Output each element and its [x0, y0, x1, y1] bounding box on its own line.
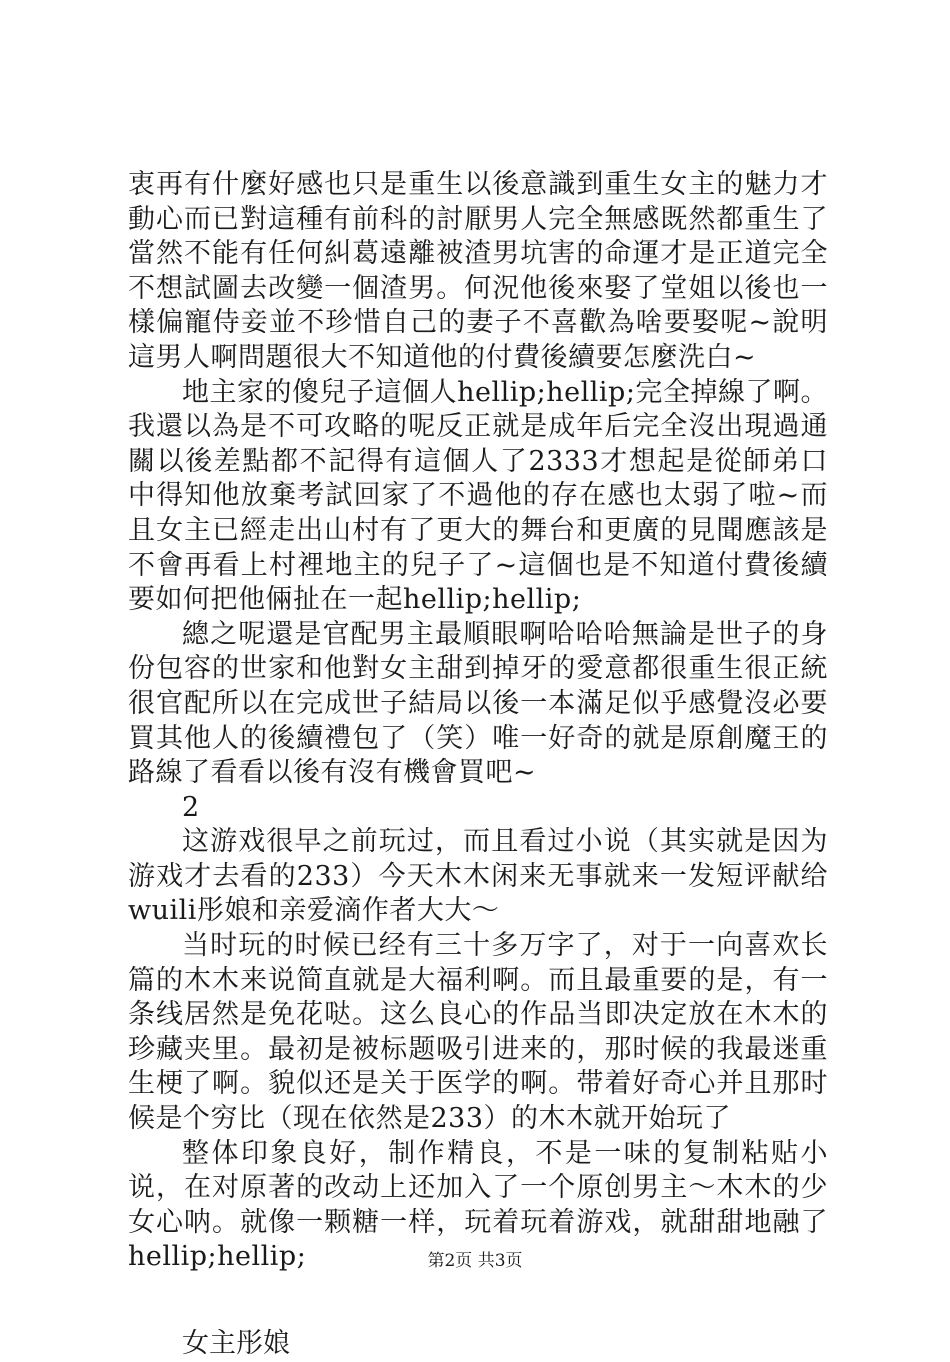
- paragraph-4: 这游戏很早之前玩过，而且看过小说（其实就是因为游戏才去看的233）今天木木闲来无事就来一发短评献给wuili彤娘和亲爱滴作者大大～: [128, 826, 828, 927]
- paragraph-3: 總之呢還是官配男主最順眼啊哈哈哈無論是世子的身份包容的世家和他對女主甜到掉牙的愛意都很重生很正統很官配所以在完成世子結局以後一本滿足似乎感覺沒必要買其他人的後續禮包了（笑）唯一好奇的就是原創魔王的路線了看看以後有沒有機會買吧~: [128, 618, 828, 789]
- paragraph-5: 当时玩的时候已经有三十多万字了，对于一向喜欢长篇的木木来说简直就是大福利啊。而且最重要的是，有一条线居然是免花哒。这么良心的作品当即决定放在木木的珍藏夹里。最初是被标题吸引进来的，那时候的我最迷重生梗了啊。貌似还是关于医学的啊。带着好奇心并且那时候是个穷比（现在依然是233）的木木就开始玩了: [128, 930, 828, 1135]
- section-number: 2: [182, 791, 200, 823]
- document-body: [128, 168, 828, 1362]
- spacer: [128, 1275, 828, 1327]
- paragraph-2: 地主家的傻兒子這個人hellip;hellip;完全掉線了啊。我還以為是不可攻略的呢反正就是成年后完全沒出現過通關以後差點都不記得有這個人了2333才想起是從師弟口中得知他放棄考試回家了不過他的存在感也太弱了啦~而且女主已經走出山村有了更大的舞台和更廣的見聞應該是不會再看上村裡地主的兒子了~這個也是不知道付費後續要如何把他倆扯在一起hellip;hellip;: [128, 376, 828, 616]
- section-heading: 女主彤娘: [182, 1328, 290, 1359]
- page-footer: 第2页 共3页: [427, 1251, 523, 1271]
- paragraph-1: 衷再有什麼好感也只是重生以後意識到重生女主的魅力才動心而已對這種有前科的討厭男人完全無感既然都重生了當然不能有任何糾葛遠離被渣男坑害的命運才是正道完全不想試圖去改變一個渣男。何況他後來娶了堂姐以後也一樣偏寵侍妾並不珍惜自己的妻子不喜歡為啥要娶呢~說明這男人啊問題很大不知道他的付費後續要怎麼洗白~: [128, 169, 828, 373]
- paragraph-6: 整体印象良好，制作精良，不是一味的复制粘贴小说，在对原著的改动上还加入了一个原创男主～木木的少女心呐。就像一颗糖一样，玩着玩着游戏，就甜甜地融了hellip;hellip;: [128, 1137, 828, 1273]
